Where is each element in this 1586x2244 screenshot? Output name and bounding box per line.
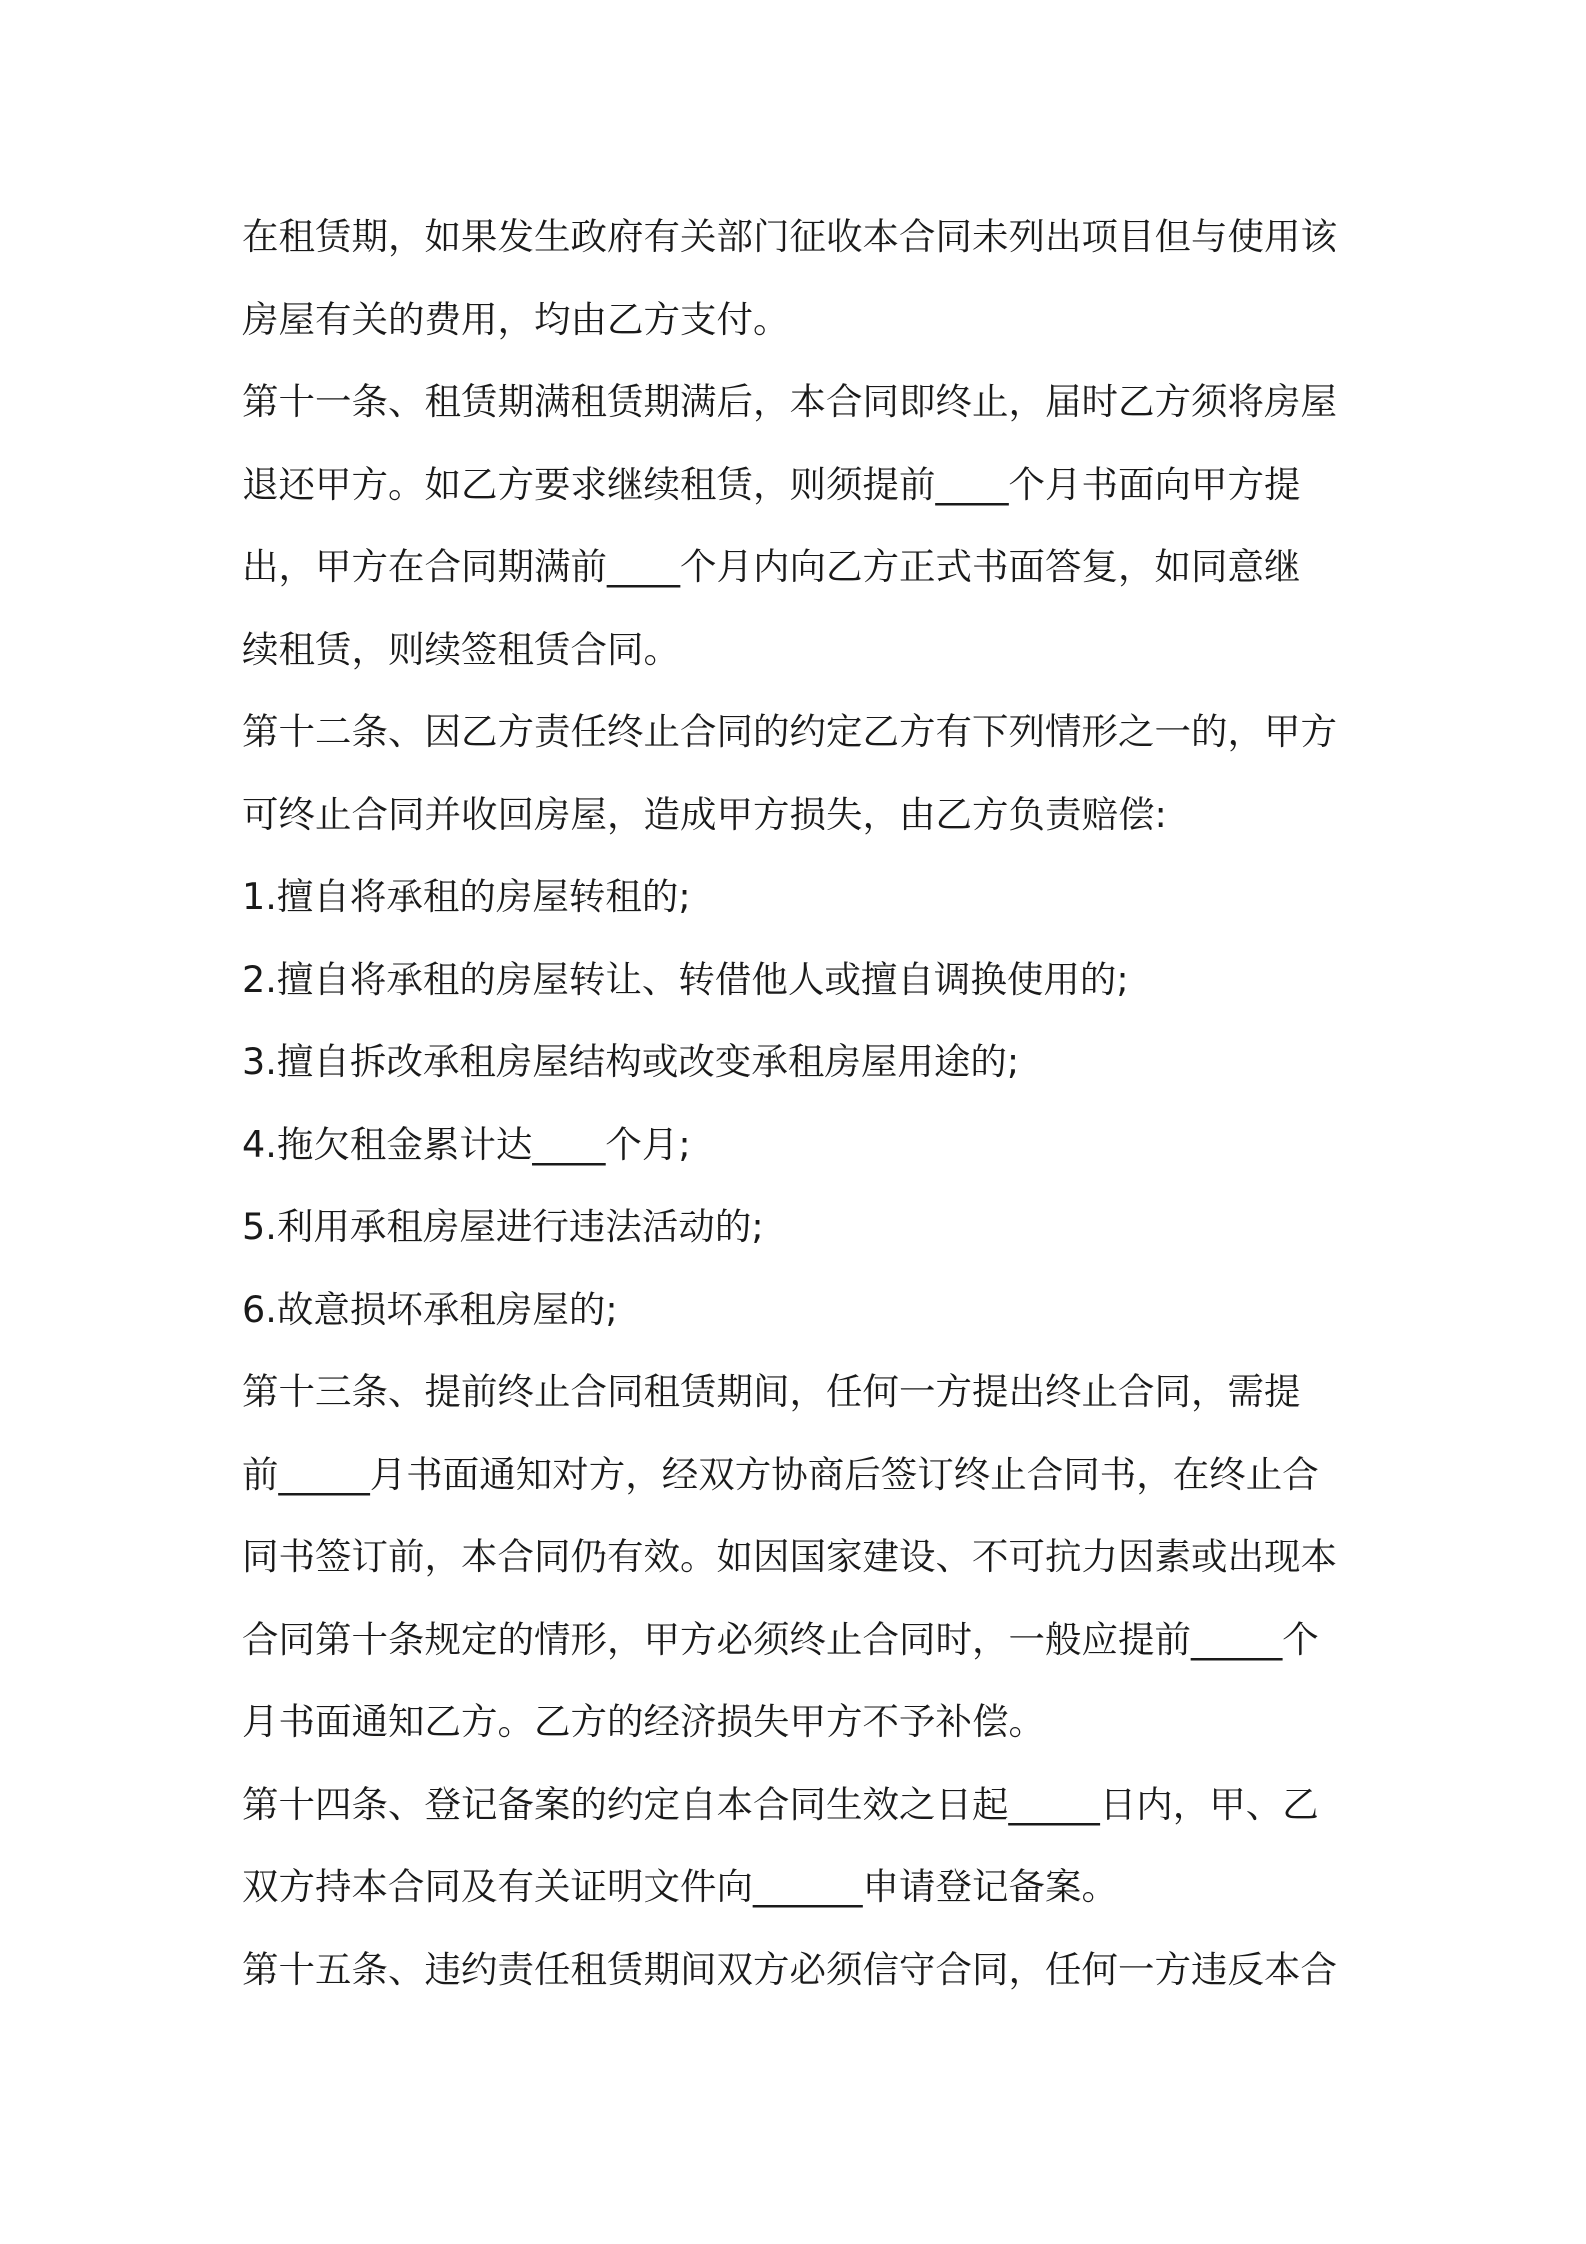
text-line: 月书面通知乙方。乙方的经济损失甲方不予补偿。: [242, 1700, 1045, 1743]
text-line: 退还甲方。如乙方要求继续租赁，则须提前____个月书面向甲方提: [242, 462, 1301, 506]
text-line: 第十四条、登记备案的约定自本合同生效之日起_____日内，甲、乙: [242, 1782, 1319, 1826]
text-line: 双方持本合同及有关证明文件向______申请登记备案。: [242, 1865, 1118, 1908]
text-line: 房屋有关的费用，均由乙方支付。: [242, 297, 790, 341]
text-line: 第十五条、违约责任租赁期间双方必须信守合同，任何一方违反本合: [242, 1947, 1337, 1991]
text-line: 同书签订前，本合同仍有效。如因国家建设、不可抗力因素或出现本: [242, 1535, 1337, 1578]
text-line: 第十一条、租赁期满租赁期满后，本合同即终止，届时乙方须将房屋: [242, 380, 1337, 423]
text-line: 第十三条、提前终止合同租赁期间，任何一方提出终止合同，需提: [242, 1370, 1301, 1413]
text-line: 前_____月书面通知对方，经双方协商后签订终止合同书，在终止合: [242, 1452, 1319, 1496]
list-item: 1.擅自将承租的房屋转租的;: [242, 875, 691, 918]
list-item: 5.利用承租房屋进行违法活动的;: [242, 1205, 764, 1248]
text-line: 出，甲方在合同期满前____个月内向乙方正式书面答复，如同意继: [242, 545, 1301, 588]
text-line: 续租赁，则续签租赁合同。: [242, 627, 680, 671]
text-line: 第十二条、因乙方责任终止合同的约定乙方有下列情形之一的，甲方: [242, 710, 1337, 753]
text-line: 可终止合同并收回房屋，造成甲方损失，由乙方负责赔偿:: [242, 792, 1167, 836]
list-item: 3.擅自拆改承租房屋结构或改变承租房屋用途的;: [242, 1040, 1020, 1083]
list-item: 4.拖欠租金累计达____个月;: [242, 1122, 691, 1166]
list-item: 6.故意损坏承租房屋的;: [242, 1287, 618, 1331]
text-line: 在租赁期，如果发生政府有关部门征收本合同未列出项目但与使用该: [242, 215, 1337, 258]
list-item: 2.擅自将承租的房屋转让、转借他人或擅自调换使用的;: [242, 957, 1129, 1001]
document-body: [242, 196, 1362, 2011]
text-line: 合同第十条规定的情形，甲方必须终止合同时，一般应提前_____个: [242, 1617, 1319, 1661]
